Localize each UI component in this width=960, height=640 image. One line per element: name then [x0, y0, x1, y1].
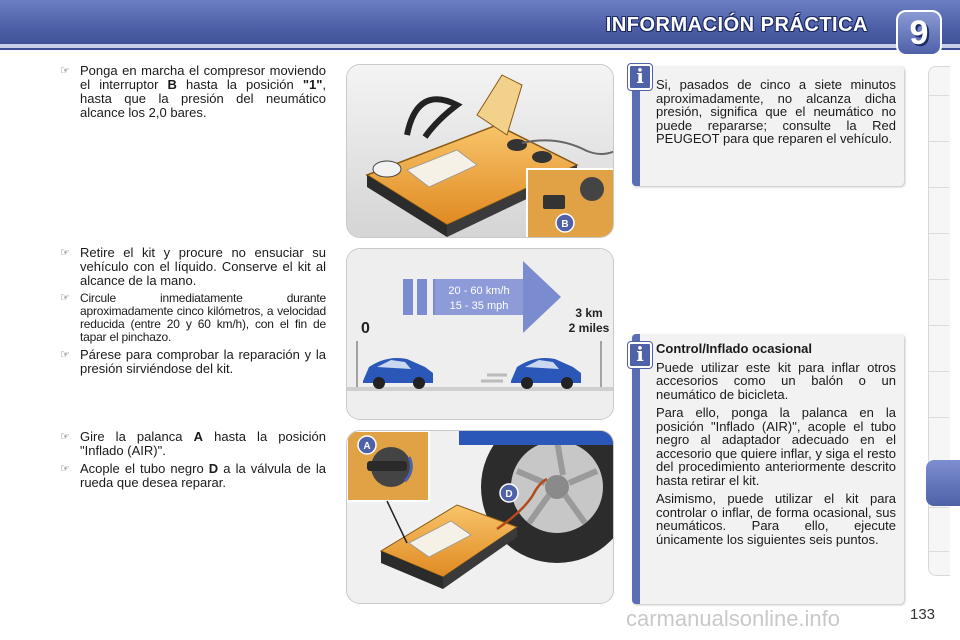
info-icon: i — [628, 64, 652, 90]
info-icon: i — [628, 342, 652, 368]
pointing-hand-icon: ☞ — [60, 463, 70, 475]
tab-divider — [929, 233, 949, 234]
instruction-item: ☞ Párese para comprobar la reparación y la presión sirviéndose del kit. — [60, 347, 326, 376]
info-title: Control/Inflado ocasional — [656, 341, 813, 356]
pointing-hand-icon: ☞ — [60, 349, 70, 361]
tab-divider — [929, 371, 949, 372]
chapter-badge: 9 — [896, 10, 942, 56]
pointing-hand-icon: ☞ — [60, 431, 70, 443]
tab-divider — [929, 141, 949, 142]
page-number: 133 — [910, 606, 936, 623]
pointing-hand-icon: ☞ — [60, 247, 70, 259]
tab-divider — [929, 551, 949, 552]
instruction-block-2 — [60, 246, 326, 380]
info-paragraph: Para ello, ponga la palanca en la posición "Inflado (AIR)", acople el tubo negro al adaptador adecuado en el accesorio que quiere inflar, y siga el resto del procedimiento anteriormente descrito hasta retirar el kit. — [656, 405, 896, 488]
header-stripe — [0, 44, 960, 48]
tab-divider — [929, 95, 949, 96]
label-d: D — [505, 489, 513, 500]
speed-distance-illustration — [347, 249, 614, 420]
compressor-switch-illustration — [346, 64, 614, 238]
instruction-item: ☞ Retire el kit y procure no ensuciar su vehículo con el líquido. Conserve el kit al alcance de la mano. — [60, 245, 326, 288]
instruction-block-3 — [60, 430, 326, 494]
pointing-hand-icon: ☞ — [60, 292, 70, 304]
info-text: Si, pasados de cinco a siete minutos aproximadamente, no alcanza dicha presión, significa que el neumático no puede repararse; consulte la Red PEUGEOT para que reparen el vehículo. — [656, 77, 896, 146]
instruction-block-1 — [60, 64, 326, 124]
distance-miles: 2 miles — [568, 321, 610, 335]
instruction-item: ☞ Circule inmediatamente durante aproximadamente cinco kilómetros, a velocidad reducida (entre 20 y 60 km/h), con el fin de tapar el pinchazo. — [60, 291, 326, 344]
info-box-repair-failure — [632, 66, 904, 186]
start-zero: 0 — [361, 320, 370, 337]
watermark: carmanualsonline.info — [626, 606, 841, 631]
info-box-occasional-inflation — [632, 334, 904, 604]
section-title: INFORMACIÓN PRÁCTICA — [605, 14, 868, 36]
lever-and-tube-illustration — [346, 430, 614, 604]
instruction-item: ☞ Acople el tubo negro D a la válvula de la rueda que desea reparar. — [60, 461, 327, 490]
label-b: B — [561, 219, 569, 230]
pointing-hand-icon: ☞ — [60, 65, 70, 77]
compressor-illustration — [347, 65, 614, 238]
label-a: A — [363, 441, 371, 452]
tab-divider — [929, 325, 949, 326]
instruction-item: ☞ Ponga en marcha el compresor moviendo el interruptor B hasta la posición "1", hasta que la presión del neumático alcance los 2,0 bares. — [60, 63, 326, 120]
tab-divider — [929, 187, 949, 188]
info-paragraph: Puede utilizar este kit para inflar otros accesorios como un balón o un neumático de bicicleta. — [656, 359, 896, 402]
speed-kmh: 20 - 60 km/h — [448, 285, 510, 297]
chapter-tab-active[interactable] — [926, 460, 960, 506]
instruction-item: ☞ Gire la palanca A hasta la posición "Inflado (AIR)". — [60, 429, 326, 458]
speed-mph: 15 - 35 mph — [449, 300, 509, 312]
info-paragraph: Asimismo, puede utilizar el kit para controlar o inflar, de forma ocasional, sus neumáticos. Para ello, ejecute únicamente los siguientes seis puntos. — [656, 491, 896, 547]
driving-distance-illustration — [346, 248, 614, 420]
distance-km: 3 km — [575, 306, 603, 320]
wheel-connection-illustration — [347, 431, 614, 604]
tab-divider — [929, 279, 949, 280]
tab-divider — [929, 417, 949, 418]
tab-divider — [929, 507, 949, 508]
